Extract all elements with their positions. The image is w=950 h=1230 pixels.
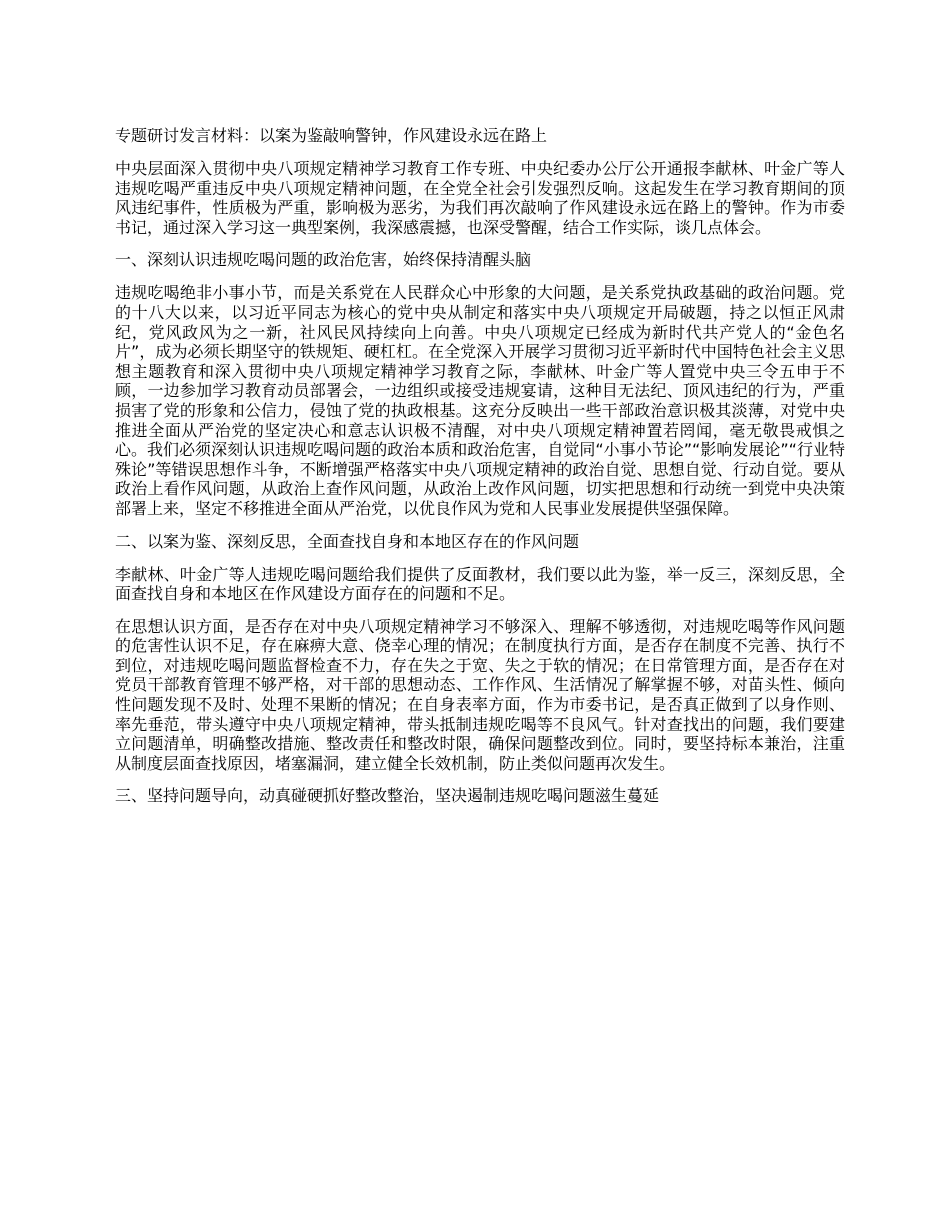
section-2-paragraph-2: 在思想认识方面，是否存在对中央八项规定精神学习不够深入、理解不够透彻，对违规吃喝等作风问题的危害性认识不足，存在麻痹大意、侥幸心理的情况；在制度执行方面，是否存在制度不完善、执行不到位，对违规吃喝问题监督检查不力，存在失之于宽、失之于软的情况；在日常管理方面，是否存在对党员干部教育管理不够严格，对干部的思想动态、工作作风、生活情况了解掌握不够，对苗头性、倾向性问题发现不及时、处理不果断的情况；在自身表率方面，作为市委书记，是否真正做到了以身作则、率先垂范，带头遵守中央八项规定精神，带头抵制违规吃喝等不良风气。针对查找出的问题，我们要建立问题清单，明确整改措施、整改责任和整改时限，确保问题整改到位。同时，要坚持标本兼治，注重从制度层面查找原因，堵塞漏洞，建立健全长效机制，防止类似问题再次发生。 xyxy=(115,616,845,773)
document-page xyxy=(115,125,845,819)
document-title: 专题研讨发言材料：以案为鉴敲响警钟，作风建设永远在路上 xyxy=(115,126,548,145)
section-heading-3: 三、坚持问题导向，动真碰硬抓好整改整治，坚决遏制违规吃喝问题滋生蔓延 xyxy=(115,786,660,806)
section-heading-2: 二、以案为鉴、深刻反思，全面查找自身和本地区存在的作风问题 xyxy=(115,531,580,551)
intro-paragraph: 中央层面深入贯彻中央八项规定精神学习教育工作专班、中央纪委办公厅公开通报李献林、叶金广等人违规吃喝严重违反中央八项规定精神问题，在全党全社会引发强烈反响。这起发生在学习教育期间的顶风违纪事件，性质极为严重，影响极为恶劣，为我们再次敲响了作风建设永远在路上的警钟。作为市委书记，通过深入学习这一典型案例，我深感震撼，也深受警醒，结合工作实际，谈几点体会。 xyxy=(115,159,845,237)
section-2-paragraph-1: 李献林、叶金广等人违规吃喝问题给我们提供了反面教材，我们要以此为鉴，举一反三，深刻反思，全面查找自身和本地区在作风建设方面存在的问题和不足。 xyxy=(115,564,845,604)
section-1-paragraph: 违规吃喝绝非小事小节，而是关系党在人民群众心中形象的大问题，是关系党执政基础的政治问题。党的十八大以来，以习近平同志为核心的党中央从制定和落实中央八项规定开局破题，持之以恒正风肃纪，党风政风为之一新，社风民风持续向上向善。中央八项规定已经成为新时代共产党人的“金色名片”，成为必须长期坚守的铁规矩、硬杠杠。在全党深入开展学习贯彻习近平新时代中国特色社会主义思想主题教育和深入贯彻中央八项规定精神学习教育之际，李献林、叶金广等人置党中央三令五申于不顾，一边参加学习教育动员部署会，一边组织或接受违规宴请，这种目无法纪、顶风违纪的行为，严重损害了党的形象和公信力，侵蚀了党的执政根基。这充分反映出一些干部政治意识极其淡薄，对党中央推进全面从严治党的坚定决心和意志认识极不清醒，对中央八项规定精神置若罔闻，毫无敬畏戒惧之心。我们必须深刻认识违规吃喝问题的政治本质和政治危害，自觉同“小事小节论”“影响发展论”“行业特殊论”等错误思想作斗争，不断增强严格落实中央八项规定精神的政治自觉、思想自觉、行动自觉。要从政治上看作风问题，从政治上查作风问题，从政治上改作风问题，切实把思想和行动统一到党中央决策部署上来，坚定不移推进全面从严治党，以优良作风为党和人民事业发展提供坚强保障。 xyxy=(115,283,845,518)
section-heading-1: 一、深刻认识违规吃喝问题的政治危害，始终保持清醒头脑 xyxy=(115,250,532,270)
